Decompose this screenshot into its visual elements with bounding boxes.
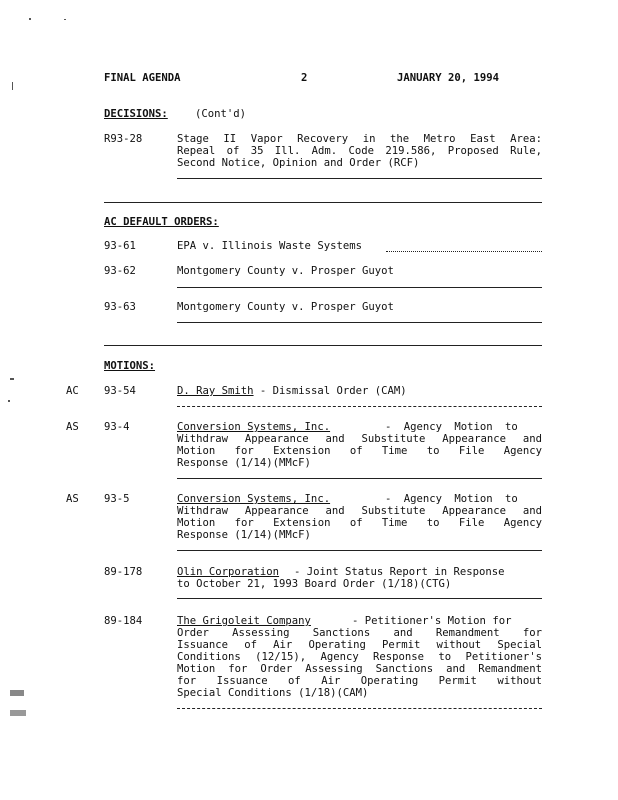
scan-speck <box>29 18 31 20</box>
agenda-date: JANUARY 20, 1994 <box>397 72 500 84</box>
decisions-contd: (Cont'd) <box>195 108 247 120</box>
signature-line <box>177 598 542 599</box>
motion-text-line: Motion for Order Assessing Sanctions and Remandment <box>177 663 542 675</box>
section-divider <box>104 345 542 346</box>
case-title: Olin Corporation <box>177 566 280 578</box>
case-number: 93-61 <box>104 240 136 252</box>
page-number: 2 <box>301 72 308 84</box>
motion-description: - Joint Status Report in Response <box>294 566 505 578</box>
docket-prefix: AC <box>66 385 79 397</box>
signature-line <box>177 478 542 479</box>
signature-line <box>177 406 542 407</box>
case-number: R93-28 <box>104 133 143 145</box>
case-title: Conversion Systems, Inc. <box>177 493 331 505</box>
case-number: 93-5 <box>104 493 130 505</box>
signature-line <box>177 708 542 709</box>
motion-text-line: Order Assessing Sanctions and Remandment for <box>177 627 542 639</box>
case-title: Montgomery County v. Prosper Guyot <box>177 301 394 313</box>
scan-speck <box>12 82 13 90</box>
case-text-line: Second Notice, Opinion and Order (RCF) <box>177 157 420 169</box>
motions-heading: MOTIONS: <box>104 360 156 372</box>
case-number: 93-54 <box>104 385 136 397</box>
motion-text-line: for Issuance of Air Operating Permit without <box>177 675 542 687</box>
motion-description: - Dismissal Order (CAM) <box>253 385 407 397</box>
case-title: The Grigoleit Company <box>177 615 311 627</box>
motion-text-line: Withdraw Appearance and Substitute Appearance and <box>177 505 542 517</box>
signature-line <box>177 322 542 323</box>
case-number: 93-63 <box>104 301 136 313</box>
case-title: Montgomery County v. Prosper Guyot <box>177 265 394 277</box>
case-text-line: Repeal of 35 Ill. Adm. Code 219.586, Proposed Rule, <box>177 145 542 157</box>
motion-text-line: Issuance of Air Operating Permit without Special <box>177 639 542 651</box>
motion-description: - Agency Motion to <box>385 493 518 505</box>
motion-text-line: Motion for Extension of Time to File Agency <box>177 445 542 457</box>
motion-description: - Agency Motion to <box>385 421 518 433</box>
motion-line <box>177 385 407 397</box>
case-number: 89-178 <box>104 566 143 578</box>
signature-line <box>177 550 542 551</box>
motion-text-line: Special Conditions (1/18)(CAM) <box>177 687 369 699</box>
case-number: 89-184 <box>104 615 143 627</box>
scan-speck <box>10 710 26 716</box>
case-title: Conversion Systems, Inc. <box>177 421 331 433</box>
scan-speck <box>10 378 14 380</box>
decisions-heading: DECISIONS: <box>104 108 168 120</box>
case-title: EPA v. Illinois Waste Systems <box>177 240 362 252</box>
scan-speck <box>8 400 10 402</box>
scan-speck <box>64 19 66 20</box>
case-number: 93-62 <box>104 265 136 277</box>
motion-text-line: Conditions (12/15), Agency Response to Petitioner's <box>177 651 542 663</box>
section-divider <box>104 202 542 203</box>
signature-line <box>177 287 542 288</box>
motion-text-line: Withdraw Appearance and Substitute Appearance and <box>177 433 542 445</box>
motion-text-line: Motion for Extension of Time to File Agency <box>177 517 542 529</box>
default-orders-heading: AC DEFAULT ORDERS: <box>104 216 219 228</box>
case-number: 93-4 <box>104 421 130 433</box>
docket-prefix: AS <box>66 421 79 433</box>
case-text-line: Stage II Vapor Recovery in the Metro East Area: <box>177 133 542 145</box>
motion-description: - Petitioner's Motion for <box>352 615 512 627</box>
scan-speck <box>10 690 24 696</box>
agenda-title: FINAL AGENDA <box>104 72 181 84</box>
docket-prefix: AS <box>66 493 79 505</box>
motion-text-line: Response (1/14)(MMcF) <box>177 529 311 541</box>
case-title: D. Ray Smith <box>177 385 254 397</box>
motion-text-line: to October 21, 1993 Board Order (1/18)(CTG) <box>177 578 452 590</box>
signature-line <box>386 251 542 252</box>
signature-line <box>177 178 542 179</box>
motion-text-line: Response (1/14)(MMcF) <box>177 457 311 469</box>
